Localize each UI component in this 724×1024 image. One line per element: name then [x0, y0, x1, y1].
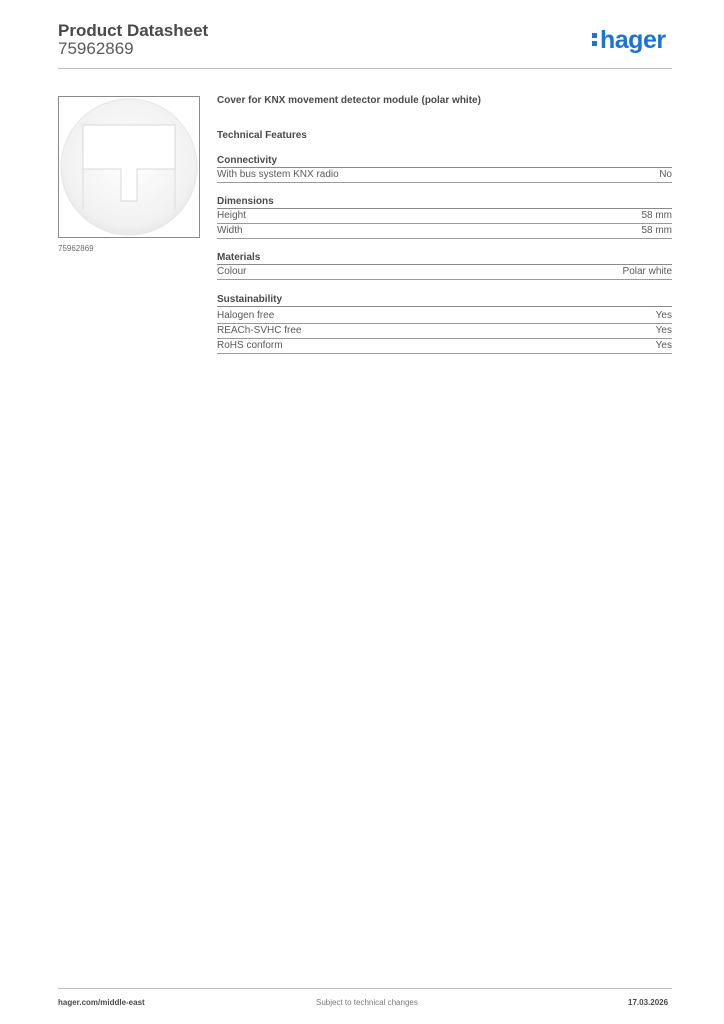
- section-dimensions: [217, 195, 672, 239]
- spec-row: [217, 324, 672, 339]
- spec-value: Yes: [655, 310, 672, 321]
- spec-row: [217, 339, 672, 354]
- section-title: Connectivity: [217, 154, 672, 168]
- product-number: 75962869: [58, 39, 134, 58]
- section-sustainability: [217, 293, 672, 354]
- image-caption: 75962869: [58, 244, 94, 253]
- spec-row: [217, 209, 672, 224]
- footer-notice: Subject to technical changes: [316, 998, 418, 1007]
- section-connectivity: [217, 154, 672, 183]
- spec-value: Yes: [655, 340, 672, 351]
- spec-row: [217, 168, 672, 183]
- spec-value: Polar white: [622, 266, 672, 277]
- detector-cover-illustration: [59, 97, 199, 237]
- spec-row: [217, 265, 672, 280]
- spec-label: REACh-SVHC free: [217, 325, 302, 336]
- technical-features-heading: Technical Features: [217, 130, 307, 141]
- spec-value: Yes: [655, 325, 672, 336]
- logo-mark-icon: [592, 28, 598, 47]
- spec-label: Height: [217, 210, 246, 221]
- section-title: Sustainability: [217, 293, 672, 307]
- section-title: Dimensions: [217, 195, 672, 209]
- spec-label: Width: [217, 225, 243, 236]
- section-title: Materials: [217, 251, 672, 265]
- footer-website-link[interactable]: hager.com/middle-east: [58, 998, 145, 1007]
- spec-content: [217, 94, 672, 354]
- logo-text: hager: [600, 26, 666, 54]
- spec-value: 58 mm: [641, 210, 672, 221]
- spec-label: RoHS conform: [217, 340, 283, 351]
- spec-label: Halogen free: [217, 310, 275, 321]
- header-divider: [58, 68, 672, 69]
- spec-row: [217, 309, 672, 324]
- spec-value: No: [659, 169, 672, 180]
- hager-logo: [592, 28, 666, 53]
- section-materials: [217, 251, 672, 280]
- footer-date: 17.03.2026: [628, 998, 669, 1007]
- spec-label: Colour: [217, 266, 247, 277]
- document-title: Product Datasheet: [58, 21, 209, 40]
- product-title: Cover for KNX movement detector module (polar white): [217, 95, 481, 106]
- spec-label: With bus system KNX radio: [217, 169, 339, 180]
- spec-row: [217, 224, 672, 239]
- spec-value: 58 mm: [641, 225, 672, 236]
- product-image: [58, 96, 200, 238]
- footer-divider: [58, 988, 672, 989]
